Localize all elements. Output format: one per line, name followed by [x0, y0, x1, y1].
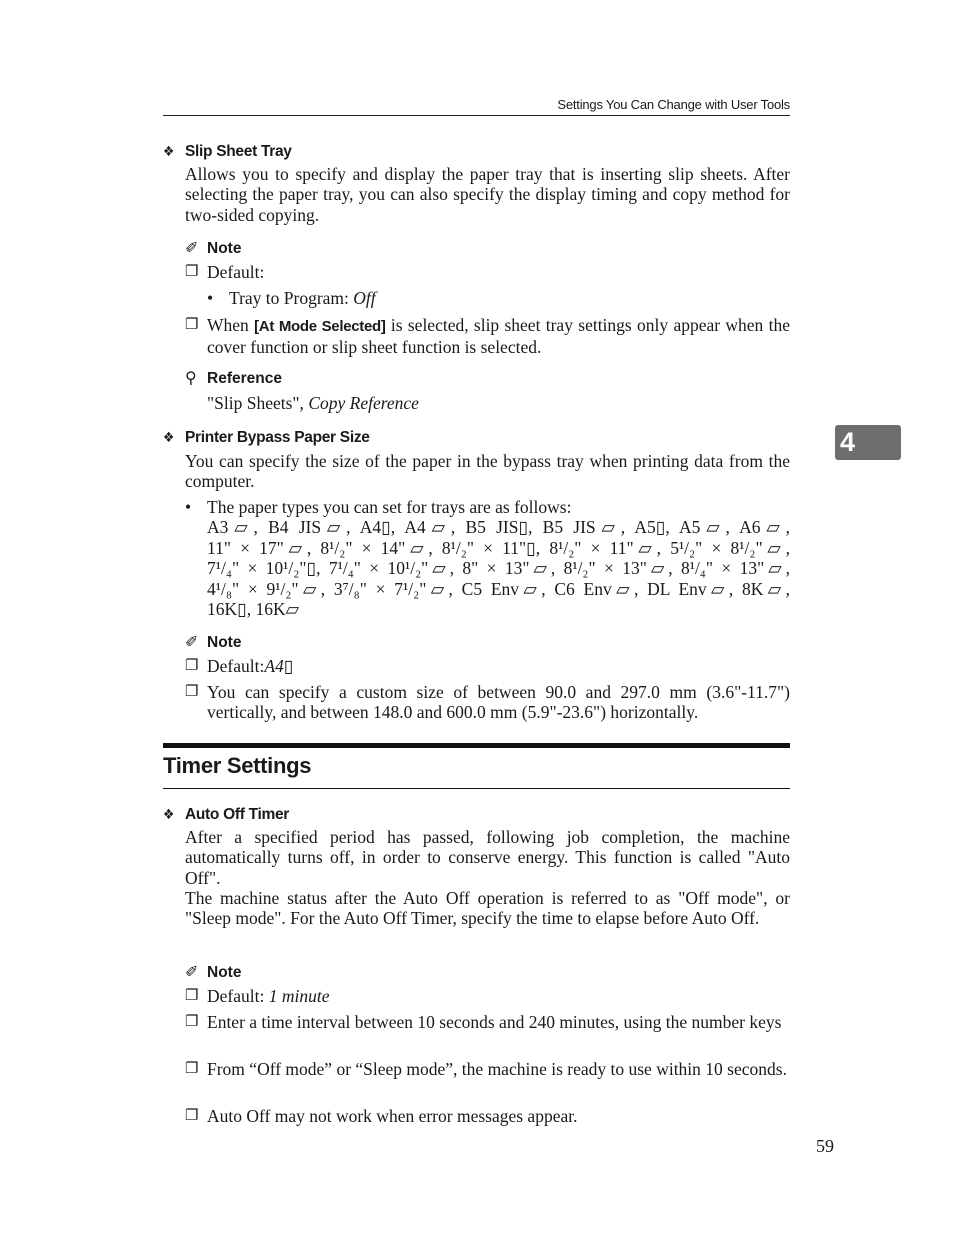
note-item-default: ❐ Default: 1 minute: [185, 986, 330, 1006]
reference-text: "Slip Sheets", Copy Reference: [207, 393, 419, 413]
pencil-icon: ✐: [185, 240, 199, 257]
note-heading: ✐ Note: [185, 240, 242, 257]
chapter-tab: 4: [835, 425, 901, 460]
at-mode-selected-key: [At Mode Selected]: [254, 318, 386, 335]
header-rule: [163, 115, 790, 116]
size-line: 4¹/₈" × 9¹/₂"▱, 3⁷/₈" × 7¹/₂"▱, C5 Env▱, C6 Env▱, DL Env▱, 8K▱,: [207, 578, 790, 599]
size-line: A3▱, B4 JIS▱, A4▯, A4▱, B5 JIS▯, B5 JIS▱, A5▯, A5▱, A6▱,: [207, 517, 790, 538]
slip-sheet-tray-description: Allows you to specify and display the paper tray that is inserting slip sheets. After selecting the paper tray, you can also specify the display timing and copy method for two-sided copying.: [185, 164, 790, 225]
square-outline-icon: ❐: [185, 317, 199, 333]
square-outline-icon: ❐: [185, 684, 199, 700]
auto-off-description-2: The machine status after the Auto Off operation is referred to as "Off mode", or "Sleep mode". For the Auto Off Timer, specify the time to elapse before Auto Off.: [185, 888, 790, 929]
magnifier-icon: ⚲: [185, 370, 197, 387]
section-rule-thin: [163, 788, 790, 789]
bullet-tray-to-program: • Tray to Program: Off: [207, 288, 376, 308]
paper-types-bullet: • The paper types you can set for trays are as follows: A3▱, B4 JIS▱, A4▯, A4▱, B5 JIS▯, B5 JIS▱, A5▯, A5▱, A6▱, 11" × 17"▱, 8¹/₂" × 14"▱, 8¹/₂" × 11"▯, 8¹/₂" × 11"▱, 5¹/₂" × 8¹/₂"▱, 7¹/₄" × 10¹/₂"▯, 7¹/₄" × 10¹/₂"▱, 8" × 13"▱, 8¹/₂" × 13"▱, 8¹/₄" × 13"▱, 4¹/₈" × 9¹/₂"▱, 3⁷/₈" × 7¹/₂"▱, C5 Env▱, C6 Env▱, DL Env▱, 8K▱, 16K▯, 16K▱: [185, 497, 790, 620]
note-item-interval: ❐ Enter a time interval between 10 seconds and 240 minutes, using the number keys: [185, 1012, 782, 1032]
note-item-error: ❐ Auto Off may not work when error messages appear.: [185, 1106, 578, 1126]
slip-sheet-tray-heading: ❖ Slip Sheet Tray: [163, 143, 292, 160]
note-heading: ✐ Note: [185, 964, 242, 981]
diamond-cross-icon: ❖: [163, 429, 174, 445]
timer-settings-title: Timer Settings: [163, 753, 312, 778]
note-item-at-mode-selected: ❐ When [At Mode Selected] is selected, slip sheet tray settings only appear when the cover function or slip sheet function is selected.: [185, 315, 790, 358]
size-line: 11" × 17"▱, 8¹/₂" × 14"▱, 8¹/₂" × 11"▯, 8¹/₂" × 11"▱, 5¹/₂" × 8¹/₂"▱,: [207, 537, 790, 558]
size-line: 7¹/₄" × 10¹/₂"▯, 7¹/₄" × 10¹/₂"▱, 8" × 13"▱, 8¹/₂" × 13"▱, 8¹/₄" × 13"▱,: [207, 558, 790, 579]
printer-bypass-heading: ❖ Printer Bypass Paper Size: [163, 429, 370, 446]
page-number: 59: [816, 1136, 834, 1156]
pencil-icon: ✐: [185, 634, 199, 651]
pencil-icon: ✐: [185, 964, 199, 981]
diamond-cross-icon: ❖: [163, 143, 174, 159]
square-outline-icon: ❐: [185, 1108, 199, 1124]
note-item-default: ❐ Default:: [185, 262, 265, 282]
running-header: Settings You Can Change with User Tools: [557, 97, 790, 112]
square-outline-icon: ❐: [185, 264, 199, 280]
square-outline-icon: ❐: [185, 1061, 199, 1077]
note-item-default: ❐ Default:A4▯: [185, 656, 294, 676]
section-rule-thick: [163, 743, 790, 748]
note-item-ready: ❐ From “Off mode” or “Sleep mode”, the machine is ready to use within 10 seconds.: [185, 1059, 787, 1079]
auto-off-timer-heading: ❖ Auto Off Timer: [163, 806, 290, 823]
diamond-cross-icon: ❖: [163, 806, 174, 822]
auto-off-description-1: After a specified period has passed, following job completion, the machine automatically turns off, in order to conserve energy. This function is called "Auto Off".: [185, 827, 790, 888]
printer-bypass-description: You can specify the size of the paper in the bypass tray when printing data from the computer.: [185, 451, 790, 492]
square-outline-icon: ❐: [185, 1014, 199, 1030]
note-item-custom-size: ❐ You can specify a custom size of between 90.0 and 297.0 mm (3.6"-11.7") vertically, and between 148.0 and 600.0 mm (5.9"-23.6") horizontally.: [185, 682, 790, 723]
square-outline-icon: ❐: [185, 988, 199, 1004]
square-outline-icon: ❐: [185, 658, 199, 674]
size-line: 16K▯, 16K▱: [207, 599, 300, 620]
note-heading: ✐ Note: [185, 634, 242, 651]
reference-heading: ⚲ Reference: [185, 370, 282, 387]
